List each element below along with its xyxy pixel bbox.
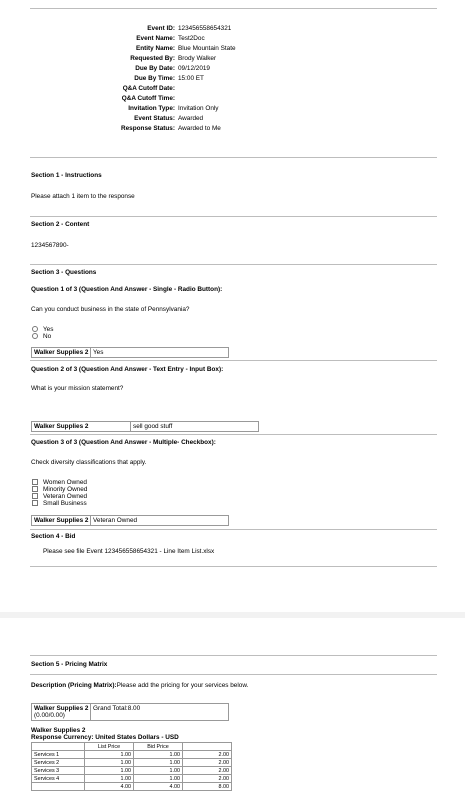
cell-divider (130, 422, 131, 431)
detail-label: Response Status: (121, 125, 175, 132)
detail-label: Event Status: (134, 115, 175, 122)
section-1-text: Please attach 1 item to the response (31, 193, 135, 200)
event-detail-row (0, 24, 465, 34)
pricing-currency: Response Currency: United States Dollars - USD (31, 734, 179, 741)
detail-label: Invitation Type: (128, 105, 175, 112)
checkbox-option[interactable]: Minority Owned (32, 486, 87, 493)
detail-label: Q&A Cutoff Date: (122, 85, 175, 92)
section-2-text: 1234567890- (31, 242, 69, 249)
event-detail-row (0, 64, 465, 74)
table-cell: 8.00 (183, 783, 232, 791)
cell-divider (90, 704, 91, 720)
answer-supplier: Walker Supplies 2 (34, 423, 89, 430)
detail-value: 15:00 ET (178, 75, 204, 82)
divider (30, 674, 437, 675)
column-header (32, 743, 85, 751)
divider (30, 360, 437, 361)
question-3-title: Question 3 of 3 (Question And Answer - Multiple- Checkbox): (31, 439, 216, 446)
table-cell: Services 2 (32, 759, 85, 767)
detail-label: Q&A Cutoff Time: (121, 95, 175, 102)
pricing-summary (31, 703, 229, 721)
question-1-answer (31, 347, 229, 358)
table-cell: 1.00 (134, 767, 183, 775)
event-detail-row (0, 44, 465, 54)
detail-value: Awarded to Me (178, 125, 221, 132)
detail-label: Due By Date: (135, 65, 175, 72)
table-cell: 1.00 (134, 759, 183, 767)
checkbox-icon[interactable] (32, 493, 38, 499)
event-detail-row (0, 94, 465, 104)
answer-supplier: Walker Supplies 2 (34, 349, 89, 356)
detail-value: 123456558654321 (178, 25, 232, 32)
detail-value: Invitation Only (178, 105, 219, 112)
checkbox-icon[interactable] (32, 500, 38, 506)
radio-icon[interactable] (32, 333, 38, 339)
question-1-title: Question 1 of 3 (Question And Answer - Single - Radio Button): (31, 286, 223, 293)
pricing-table (31, 742, 232, 791)
table-cell: 1.00 (134, 751, 183, 759)
event-detail-row (0, 34, 465, 44)
question-2-prompt: What is your mission statement? (31, 385, 124, 392)
checkbox-icon[interactable] (32, 479, 38, 485)
answer-value: sell good stuff (133, 423, 173, 430)
table-cell: Services 1 (32, 751, 85, 759)
detail-value: 09/12/2019 (178, 65, 210, 72)
table-row (32, 783, 232, 791)
table-cell: Services 4 (32, 775, 85, 783)
column-header: List Price (85, 743, 134, 751)
checkbox-option[interactable]: Women Owned (32, 479, 87, 486)
table-cell: 1.00 (85, 775, 134, 783)
summary-range: (0.00/0.00) (34, 712, 65, 719)
checkbox-option[interactable]: Veteran Owned (32, 493, 87, 500)
event-detail-row (0, 114, 465, 124)
column-header: Bid Price (134, 743, 183, 751)
table-cell: 1.00 (134, 775, 183, 783)
summary-total: Grand Total:8.00 (93, 705, 141, 712)
detail-value: Awarded (178, 115, 204, 122)
question-2-answer (31, 421, 259, 432)
divider (30, 8, 437, 9)
table-row (32, 767, 232, 775)
section-3-title: Section 3 - Questions (31, 269, 97, 276)
event-detail-row (0, 84, 465, 94)
checkbox-option[interactable]: Small Business (32, 500, 87, 507)
divider (30, 566, 437, 567)
table-cell: 2.00 (183, 767, 232, 775)
answer-value: Veteran Owned (93, 517, 138, 524)
table-cell (32, 783, 85, 791)
table-cell: 4.00 (85, 783, 134, 791)
section-4-title: Section 4 - Bid (31, 533, 76, 540)
detail-value: Brody Walker (178, 55, 217, 62)
bid-file-link[interactable]: Please see file Event 123456558654321 - Line Item List.xlsx (43, 548, 215, 555)
question-3-answer (31, 515, 229, 526)
cell-divider (90, 348, 91, 357)
event-detail-row (0, 74, 465, 84)
table-cell: 4.00 (134, 783, 183, 791)
event-detail-row (0, 54, 465, 64)
event-detail-row (0, 124, 465, 134)
divider (30, 264, 437, 265)
pricing-description: Description (Pricing Matrix):Please add the pricing for your services below. (31, 682, 249, 689)
divider (30, 157, 437, 158)
radio-option-yes[interactable]: Yes (32, 326, 53, 333)
section-2-title: Section 2 - Content (31, 221, 90, 228)
section-1-title: Section 1 - Instructions (31, 172, 102, 179)
detail-label: Event Name: (136, 35, 175, 42)
detail-value: Blue Mountain State (178, 45, 236, 52)
answer-supplier: Walker Supplies 2 (34, 517, 89, 524)
table-cell: 2.00 (183, 759, 232, 767)
checkbox-icon[interactable] (32, 486, 38, 492)
radio-icon[interactable] (32, 326, 38, 332)
divider (30, 655, 437, 656)
event-detail-row (0, 104, 465, 114)
divider (30, 216, 437, 217)
table-row (32, 751, 232, 759)
divider (30, 434, 437, 435)
detail-value: Test2Doc (178, 35, 205, 42)
detail-label: Requested By: (130, 55, 175, 62)
table-cell: 1.00 (85, 759, 134, 767)
table-row (32, 759, 232, 767)
detail-label: Entity Name: (135, 45, 175, 52)
table-cell: 2.00 (183, 775, 232, 783)
table-cell: 1.00 (85, 751, 134, 759)
question-3-prompt: Check diversity classifications that apply. (31, 459, 147, 466)
cell-divider (90, 516, 91, 525)
table-row (32, 775, 232, 783)
table-header-row (32, 743, 232, 751)
radio-option-no[interactable]: No (32, 333, 51, 340)
question-2-title: Question 2 of 3 (Question And Answer - Text Entry - Input Box): (31, 366, 224, 373)
table-cell: 2.00 (183, 751, 232, 759)
divider (30, 529, 437, 530)
column-header (183, 743, 232, 751)
answer-value: Yes (93, 349, 104, 356)
detail-label: Event ID: (147, 25, 175, 32)
question-1-prompt: Can you conduct business in the state of Pennsylvania? (31, 306, 190, 313)
section-5-title: Section 5 - Pricing Matrix (31, 661, 108, 668)
summary-supplier: Walker Supplies 2 (34, 705, 89, 712)
pricing-supplier: Walker Supplies 2 (31, 727, 86, 734)
table-cell: 1.00 (85, 767, 134, 775)
detail-label: Due By Time: (134, 75, 175, 82)
table-cell: Services 3 (32, 767, 85, 775)
